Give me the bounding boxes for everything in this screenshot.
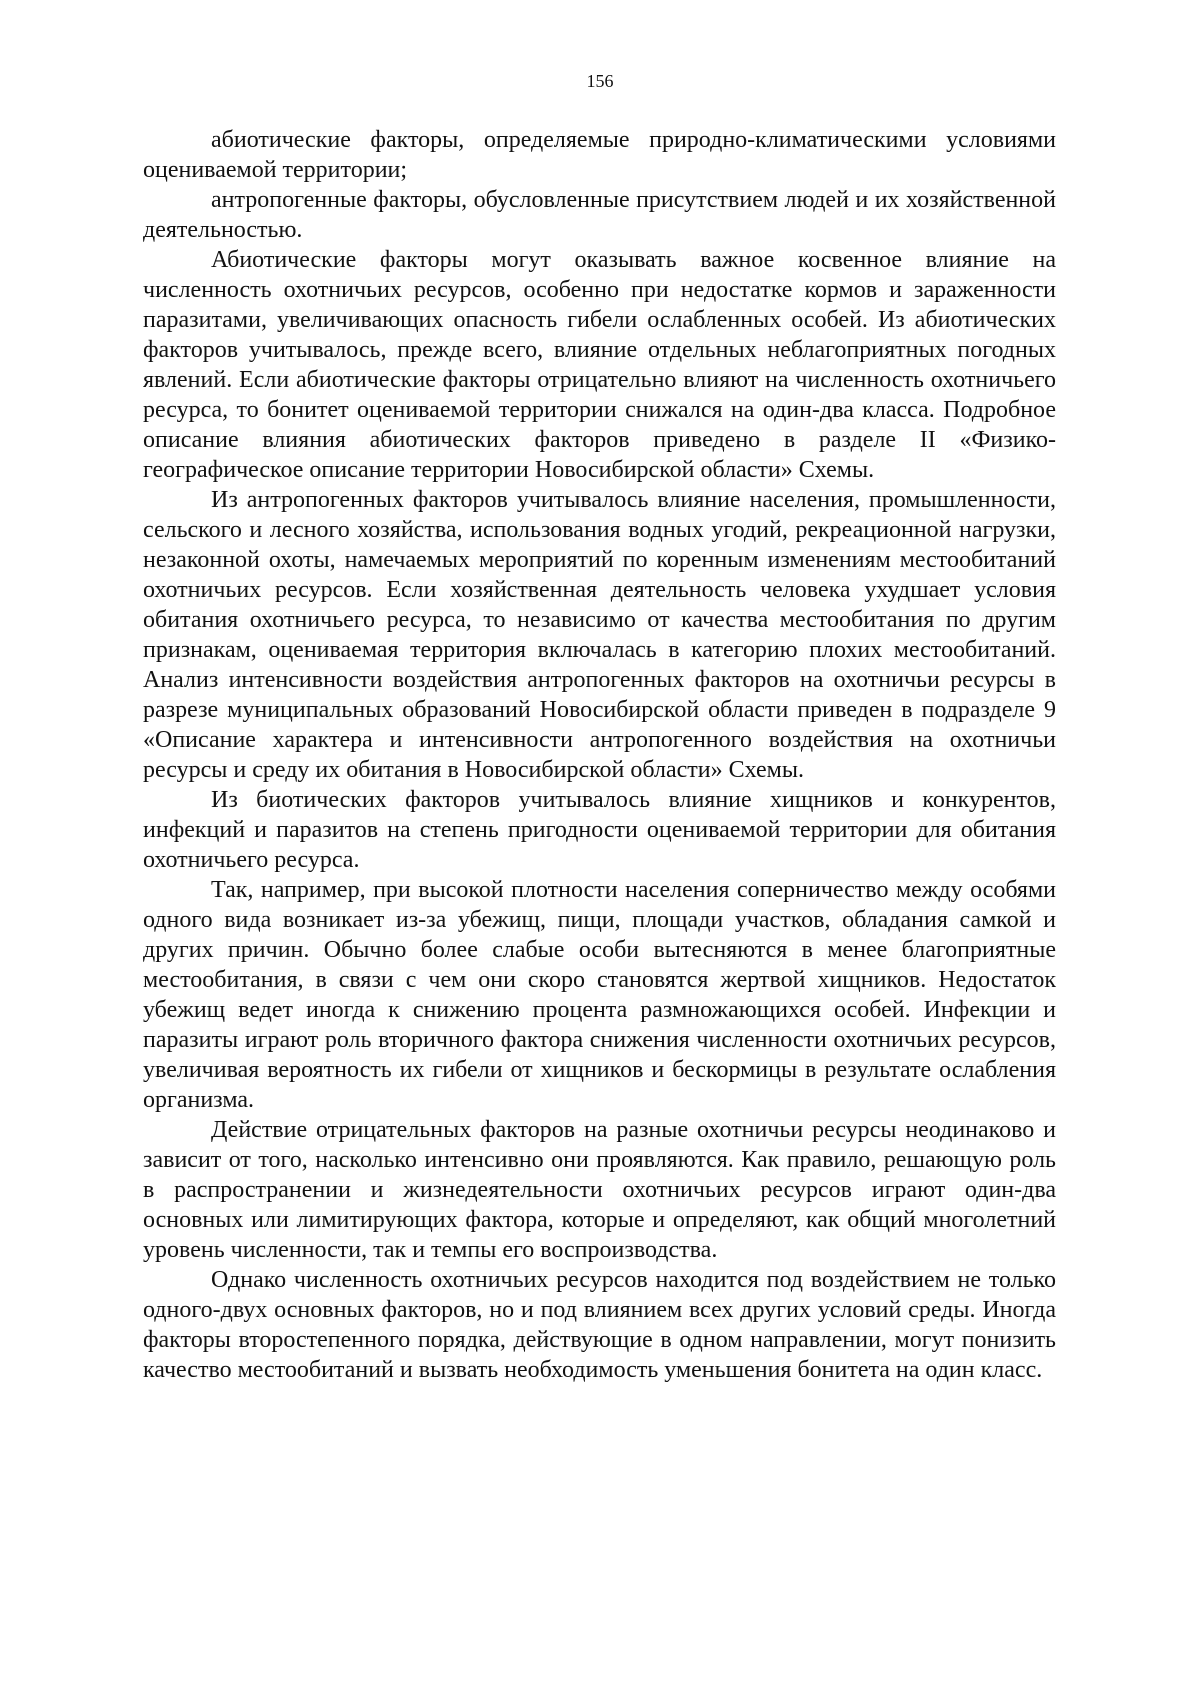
paragraph-population-density: Так, например, при высокой плотности населения соперничество между особями одного вида возникает из-за убежищ, пищи, площади участков, обладания самкой и других причин. Обычно более слабые особи вытесняются в менее благоприятные местообитания, в связи с чем они скоро становятся жертвой хищников. Недостаток убежищ ведет иногда к снижению процента размножающихся особей. Инфекции и паразиты играют роль вторичного фактора снижения численности охотничьих ресурсов, увеличивая вероятность их гибели от хищников и бескормицы в результате ослабления организма.	[143, 877, 1056, 1113]
paragraph-secondary-factors: Однако численность охотничьих ресурсов находится под воздействием не только одного-двух основных факторов, но и под влиянием всех других условий среды. Иногда факторы второстепенного порядка, действующие в одном направлении, могут понизить качество местообитаний и вызвать необходимость уменьшения бонитета на один класс.	[143, 1267, 1056, 1383]
body-text	[143, 125, 1056, 1385]
page-number: 156	[586, 71, 614, 91]
paragraph-biotic-factors: Из биотических факторов учитывалось влияние хищников и конкурентов, инфекций и паразитов на степень пригодности оцениваемой территории для обитания охотничьего ресурса.	[143, 787, 1056, 873]
paragraph-abiotic-list-item: абиотические факторы, определяемые природно-климатическими условиями оцениваемой территории;	[143, 127, 1056, 183]
paragraph-abiotic-factors: Абиотические факторы могут оказывать важное косвенное влияние на численность охотничьих ресурсов, особенно при недостатке кормов и зараженности паразитами, увеличивающих опасность гибели ослабленных особей. Из абиотических факторов учитывалось, прежде всего, влияние отдельных неблагоприятных погодных явлений. Если абиотические факторы отрицательно влияют на численность охотничьего ресурса, то бонитет оцениваемой территории снижался на один-два класса. Подробное описание влияния абиотических факторов приведено в разделе II «Физико-географическое описание территории Новосибирской области» Схемы.	[143, 247, 1056, 483]
paragraph-anthropogenic-factors: Из антропогенных факторов учитывалось влияние населения, промышленности, сельского и лесного хозяйства, использования водных угодий, рекреационной нагрузки, незаконной охоты, намечаемых мероприятий по коренным изменениям местообитаний охотничьих ресурсов. Если хозяйственная деятельность человека ухудшает условия обитания охотничьего ресурса, то независимо от качества местообитания по другим признакам, оцениваемая территория включалась в категорию плохих местообитаний. Анализ интенсивности воздействия антропогенных факторов на охотничьи ресурсы в разрезе муниципальных образований Новосибирской области приведен в подразделе 9 «Описание характера и интенсивности антропогенного воздействия на охотничьи ресурсы и среду их обитания в Новосибирской области» Схемы.	[143, 487, 1056, 783]
paragraph-negative-factors: Действие отрицательных факторов на разные охотничьи ресурсы неодинаково и зависит от того, насколько интенсивно они проявляются. Как правило, решающую роль в распространении и жизнедеятельности охотничьих ресурсов играют один-два основных или лимитирующих фактора, которые и определяют, как общий многолетний уровень численности, так и темпы его воспроизводства.	[143, 1117, 1056, 1263]
paragraph-anthropogenic-list-item: антропогенные факторы, обусловленные присутствием людей и их хозяйственной деятельностью.	[143, 187, 1056, 243]
